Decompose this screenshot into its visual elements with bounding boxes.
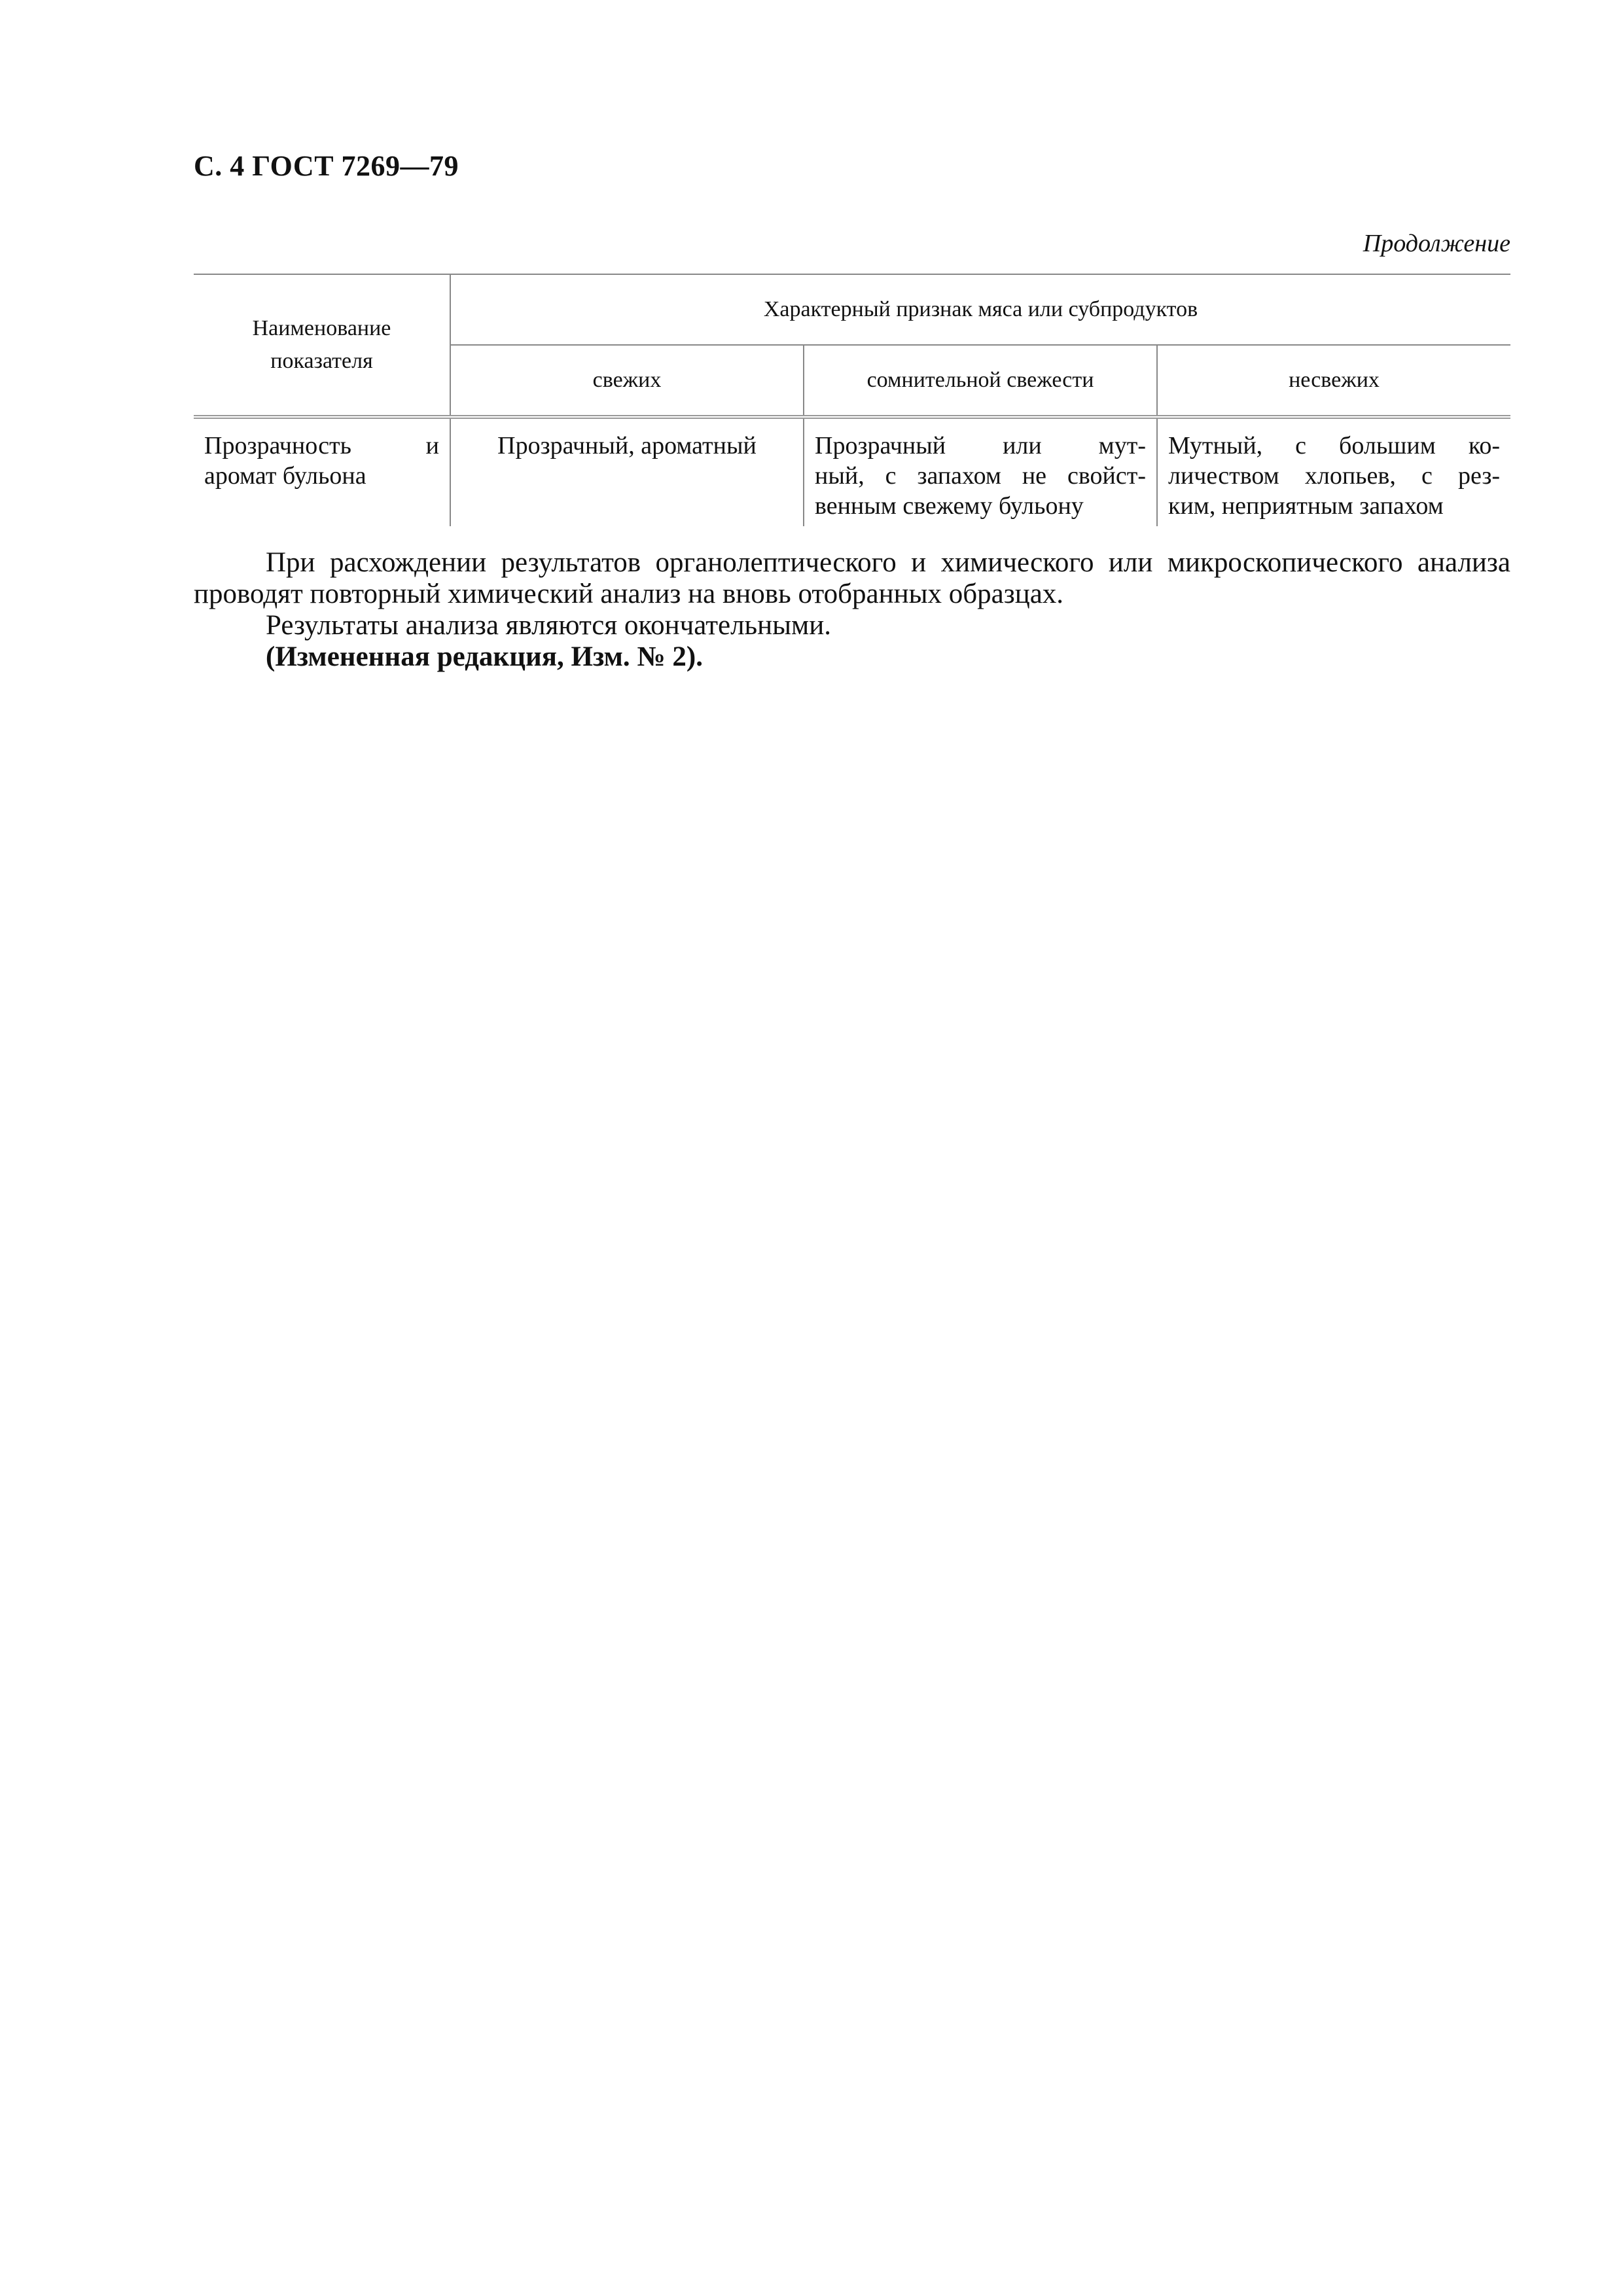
cell-line: Прозрачный, ароматный (497, 432, 757, 459)
indicator-table (194, 274, 1510, 526)
cell-stale (1157, 417, 1510, 526)
paragraph-results-final: Результаты анализа являются окончательными. (266, 610, 832, 641)
amendment-note: (Измененная редакция, Изм. № 2). (266, 641, 703, 672)
column-header-indicator-name: Наименование показателя (194, 274, 450, 417)
cell-line: Прозрачность и (204, 432, 439, 459)
column-header-stale: несвежих (1157, 345, 1510, 417)
cell-line: ный, с запахом не свойст- (815, 462, 1146, 490)
paragraph-discrepancy: При расхождении результатов органолептического и химического или микроскопического анализа проводят повторный химический анализ на вновь отобранных образцах. (194, 547, 1510, 609)
cell-doubtful (804, 417, 1157, 526)
cell-fresh (450, 417, 804, 526)
cell-line: личеством хлопьев, с рез- (1168, 462, 1501, 490)
column-group-header: Характерный признак мяса или субпродуктов (450, 274, 1510, 345)
table-row (194, 417, 1510, 526)
column-header-fresh: свежих (450, 345, 804, 417)
page-header: С. 4 ГОСТ 7269—79 (194, 150, 459, 182)
cell-line: венным свежему бульону (815, 492, 1084, 520)
indicator-table-wrapper (194, 274, 1510, 526)
cell-line: Мутный, с большим ко- (1168, 432, 1501, 459)
continuation-label: Продолжение (1363, 230, 1510, 257)
cell-line: аромат бульона (204, 462, 366, 490)
body-text (194, 547, 1510, 673)
cell-indicator-name (194, 417, 450, 526)
column-header-doubtful: сомнительной свежести (804, 345, 1157, 417)
cell-line: ким, неприятным запахом (1168, 492, 1444, 520)
cell-line: Прозрачный или мут- (815, 432, 1146, 459)
